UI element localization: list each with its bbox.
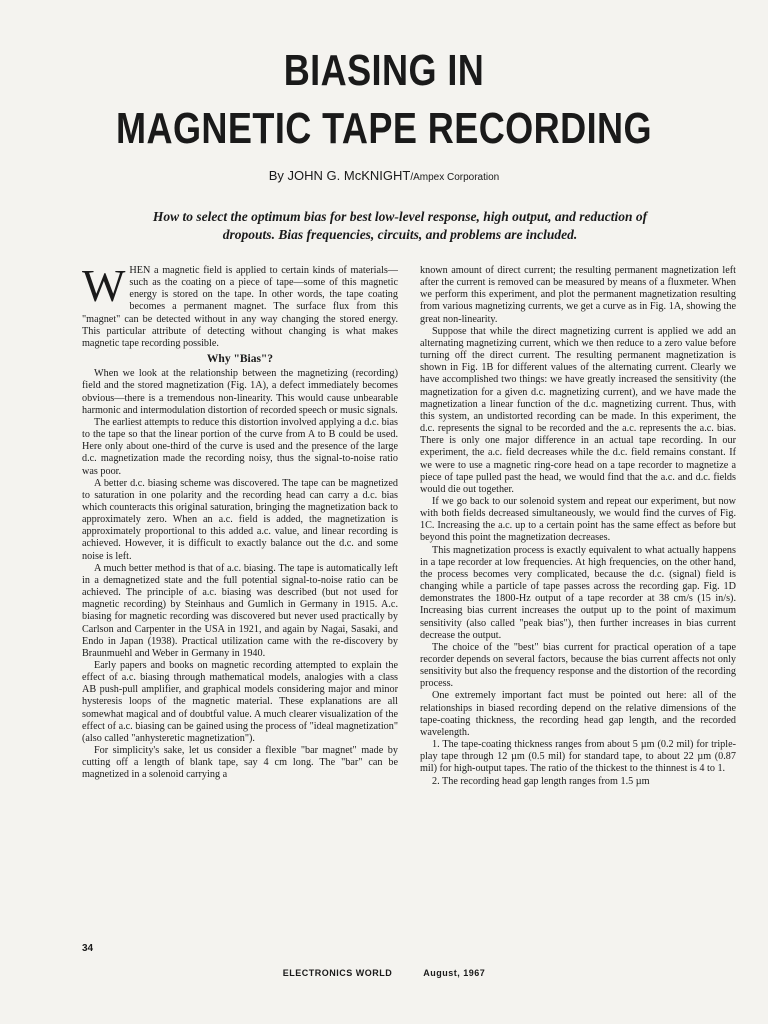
paragraph: The earliest attempts to reduce this distortion involved applying a d.c. bias to the tape so that the linear portion of the curve from A to B could be used. Here only about one-third of the curve is used and the presence of the large d.c. magnetization made the recording noisy, thus the signal-to-noise ratio was poor. xyxy=(82,416,398,477)
left-column xyxy=(82,260,398,782)
byline xyxy=(0,168,768,183)
page-number: 34 xyxy=(82,943,94,954)
paragraph: known amount of direct current; the resulting permanent magnetization left after the current is removed can be measured by means of a fluxmeter. When we perform this experiment, and plot the permanent magnetization resulting from various magnetizing currents, we get a curve as in Fig. 1A, showing the great non-linearity. xyxy=(420,265,736,325)
paragraph: Early papers and books on magnetic recording attempted to explain the effect of a.c. biasing through mathematical models, analogies with a class AB push-pull amplifier, and graphical models considering major and minor hysteresis loops of the magnetic material. These explanations are all somewhat magical and of doubtful value. A much clearer visualization of the effect of a.c. biasing can be gained using the process of "ideal magnetization" (also called "anhysteretic magnetization"). xyxy=(82,660,398,744)
paragraph: One extremely important fact must be pointed out here: all of the relationships in biased recording depend on the relative dimensions of the tape-coating thickness, the recording head gap length, and the recorded wavelength. xyxy=(420,690,736,738)
article-title-line-2: MAGNETIC TAPE RECORDING xyxy=(116,104,652,153)
paragraph: This magnetization process is exactly equivalent to what actually happens in a tape recorder at low frequencies. At high frequencies, on the other hand, the process becomes very complicated, because the d.c. (signal) field is changing while a particle of tape passes across the recording gap. Fig. 1D demonstrates the 1800-Hz output of a tape recorder at 38 cm/s (15 in/s). Increasing bias current increases the output up to the point of maximum sensitivity (also called "peak bias"), then further increases in bias current decrease the output. xyxy=(420,544,736,641)
paragraph: WHEN a magnetic field is applied to certain kinds of materials—such as the coating on a piece of tape—some of this magnetic energy is stored on the tape. In other words, the tape coating becomes a permanent magnet. The surface flux from this "magnet" can be detected without in any way changing the stored energy. This particular attribute of detecting without changing is what makes magnetic tape recording possible. xyxy=(82,260,398,349)
author-affiliation: /Ampex Corporation xyxy=(410,172,500,183)
drop-cap: W xyxy=(82,260,126,311)
article-deck: How to select the optimum bias for best low-level response, high output, and reduction of dropouts. Bias frequencies, circuits, and problems are included. xyxy=(152,209,648,242)
paragraph: Suppose that while the direct magnetizing current is applied we add an alternating magnetizing current, which we then reduce to a zero value before turning off the direct current. The resulting permanent magnetization is shown in Fig. 1B for different values of the alternating current. Clearly we have accomplished two things: we have greatly increased the sensitivity (the magnetization for a given d.c. magnetizing current), and we have made the magnetization a linear function of the d.c. magnetizing current. Thus, with this system, an undistorted recording can be made. In this experiment, the d.c. represents the signal to be recorded and the a.c. represents the a.c. bias. There is only one major difference in an actual tape recording. In our experiment, the a.c. field decreases while the d.c. field remains constant. If we were to use a magnetic ring-core head on a tape recorder to magnetize a piece of tape pulled past the head, we would find that the a.c. and d.c. fields would die out together. xyxy=(420,325,736,495)
paragraph: A better d.c. biasing scheme was discovered. The tape can be magnetized to saturation in one polarity and the recording head can carry a d.c. bias which counteracts this original saturation, bringing the magnetization back to approximately zero. When an a.c. field is added, the magnetization is approximately proportional to this added a.c. value, and linear recording is achieved. However, it is difficult to exactly balance out the d.c. and some noise is left. xyxy=(82,477,398,562)
paragraph: 2. The recording head gap length ranges from 1.5 µm xyxy=(432,775,650,787)
magazine-name: ELECTRONICS WORLD xyxy=(282,968,393,978)
paragraph: When we look at the relationship between the magnetizing (recording) field and the stored magnetization (Fig. 1A), a defect immediately becomes obvious—there is a tremendous non-linearity. This would cause unbearable harmonic and intermodulation distortion of recorded speech or music signals. xyxy=(82,368,398,416)
page-footer xyxy=(0,968,768,978)
issue-date: August, 1967 xyxy=(423,968,486,978)
paragraph: For simplicity's sake, let us consider a flexible "bar magnet" made by cutting off a length of blank tape, say 4 cm long. The "bar" can be magnetized in a solenoid carrying a xyxy=(82,745,398,781)
paragraph: If we go back to our solenoid system and repeat our experiment, but now with both fields decreased simultaneously, we would find the curves of Fig. 1C. Increasing the a.c. up to a certain point has the same effect as before but beyond this point the magnetization decreases. xyxy=(420,495,736,544)
article-title-line-1: BIASING IN xyxy=(283,46,485,95)
right-column xyxy=(420,265,736,788)
author-name: By JOHN G. McKNIGHT xyxy=(268,168,411,183)
paragraph: The choice of the "best" bias current for practical operation of a tape recorder depends on several factors, because the bias current affects not only sensitivity but also the frequency response and the distortion of the recording process. xyxy=(420,641,736,690)
paragraph: 1. The tape-coating thickness ranges from about 5 µm (0.2 mil) for triple-play tape through 12 µm (0.5 mil) for standard tape, to about 22 µm (0.87 mil) for high-output tapes. The ratio of the thickest to the thinnest is 4 to 1. xyxy=(420,739,736,775)
section-heading: Why "Bias"? xyxy=(206,353,274,366)
paragraph: A much better method is that of a.c. biasing. The tape is automatically left in a demagnetized state and the full potential signal-to-noise ratio can be achieved. The principle of a.c. biasing was described (but not used for magnetic recording) by Steinhaus and Gumlich in Germany in 1915. A.c. biasing for magnetic recording was discovered but never used practically by Carlson and Carpenter in the USA in 1921, and again by Nagai, Sasaki, and Endo in Japan (1938). Practical utilization came with the re-discovery by Braunmuehl and Weber in Germany in 1940. xyxy=(82,562,398,659)
